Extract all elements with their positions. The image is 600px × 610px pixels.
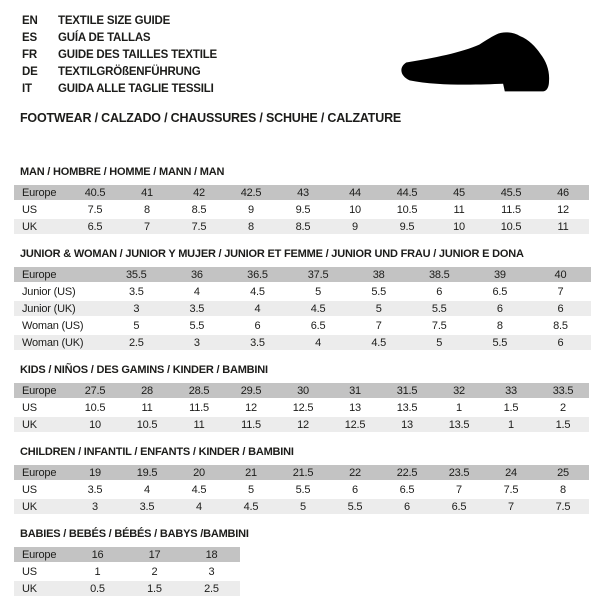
size-cell: 3.5 [69, 482, 121, 497]
size-cell: 9.5 [277, 202, 329, 217]
table-row [14, 202, 589, 217]
size-cell: 40.5 [69, 185, 121, 200]
size-cell: 8 [225, 219, 277, 234]
size-cell: 1.5 [537, 417, 589, 432]
size-cell: 18 [183, 547, 240, 562]
table-row [14, 499, 589, 514]
size-cell: 17 [126, 547, 183, 562]
size-cell: 6 [530, 301, 591, 316]
table-row [14, 417, 589, 432]
size-cell: 46 [537, 185, 589, 200]
size-cell: 33.5 [537, 383, 589, 398]
row-label: Junior (US) [14, 284, 106, 299]
table-row [14, 400, 589, 415]
size-cell: 12 [537, 202, 589, 217]
size-table [14, 463, 589, 516]
shoe-icon-shape [401, 32, 549, 91]
size-section [14, 166, 594, 236]
size-cell: 5.5 [167, 318, 228, 333]
row-label: Woman (US) [14, 318, 106, 333]
size-cell: 4 [227, 301, 288, 316]
row-label: US [14, 202, 69, 217]
size-cell: 3 [106, 301, 167, 316]
table-row [14, 185, 589, 200]
size-cell: 10 [69, 417, 121, 432]
size-table [14, 381, 589, 434]
table-row [14, 335, 591, 350]
size-cell: 11 [537, 219, 589, 234]
size-cell: 31.5 [381, 383, 433, 398]
size-cell: 7 [485, 499, 537, 514]
table-row [14, 564, 240, 579]
size-cell: 9 [329, 219, 381, 234]
section-title: JUNIOR & WOMAN / JUNIOR Y MUJER / JUNIOR ET FEMME / JUNIOR UND FRAU / JUNIOR E DONA [20, 248, 524, 260]
size-cell: 5.5 [470, 335, 531, 350]
row-label: Europe [14, 547, 69, 562]
row-label: Europe [14, 267, 106, 282]
size-cell: 5 [348, 301, 409, 316]
size-cell: 21.5 [277, 465, 329, 480]
size-cell: 25 [537, 465, 589, 480]
section-title: MAN / HOMBRE / HOMME / MANN / MAN [20, 166, 225, 178]
size-section [14, 528, 594, 598]
size-cell: 16 [69, 547, 126, 562]
size-cell: 44 [329, 185, 381, 200]
size-section [14, 248, 594, 352]
size-cell: 1.5 [485, 400, 537, 415]
size-cell: 8.5 [277, 219, 329, 234]
table-row [14, 219, 589, 234]
size-cell: 11 [173, 417, 225, 432]
size-cell: 11.5 [173, 400, 225, 415]
size-cell: 21 [225, 465, 277, 480]
table-row [14, 581, 240, 596]
size-cell: 10 [329, 202, 381, 217]
size-cell: 6 [329, 482, 381, 497]
size-cell: 5.5 [409, 301, 470, 316]
size-cell: 2 [126, 564, 183, 579]
size-cell: 5 [409, 335, 470, 350]
size-table [14, 265, 591, 352]
size-cell: 4 [288, 335, 349, 350]
size-cell: 4.5 [227, 284, 288, 299]
table-row [14, 383, 589, 398]
size-cell: 10.5 [121, 417, 173, 432]
size-cell: 24 [485, 465, 537, 480]
row-label: Europe [14, 383, 69, 398]
size-cell: 19.5 [121, 465, 173, 480]
language-label: GUIDA ALLE TAGLIE TESSILI [58, 83, 214, 95]
size-cell: 1 [69, 564, 126, 579]
size-cell: 6.5 [288, 318, 349, 333]
size-cell: 30 [277, 383, 329, 398]
size-cell: 33 [485, 383, 537, 398]
size-cell: 7 [121, 219, 173, 234]
size-cell: 8 [121, 202, 173, 217]
category-line: FOOTWEAR / CALZADO / CHAUSSURES / SCHUHE / CALZATURE [20, 111, 402, 125]
section-title: KIDS / NIÑOS / DES GAMINS / KINDER / BAMBINI [20, 364, 268, 376]
size-cell: 3.5 [167, 301, 228, 316]
size-cell: 6 [530, 335, 591, 350]
size-cell: 3.5 [227, 335, 288, 350]
size-cell: 31 [329, 383, 381, 398]
size-cell: 22 [329, 465, 381, 480]
language-label: GUIDE DES TAILLES TEXTILE [58, 49, 217, 61]
size-cell: 38 [348, 267, 409, 282]
size-cell: 7.5 [69, 202, 121, 217]
size-cell: 13.5 [433, 417, 485, 432]
size-cell: 2 [537, 400, 589, 415]
language-label: TEXTILE SIZE GUIDE [58, 15, 171, 27]
size-cell: 5.5 [348, 284, 409, 299]
size-cell: 9.5 [381, 219, 433, 234]
size-cell: 44.5 [381, 185, 433, 200]
size-cell: 27.5 [69, 383, 121, 398]
language-row [22, 47, 217, 64]
size-cell: 7.5 [409, 318, 470, 333]
size-cell: 45 [433, 185, 485, 200]
size-cell: 28 [121, 383, 173, 398]
section-title: BABIES / BEBÉS / BÉBÉS / BABYS /BAMBINI [20, 528, 249, 540]
size-cell: 10 [433, 219, 485, 234]
size-cell: 6 [381, 499, 433, 514]
language-code: FR [22, 49, 37, 61]
size-cell: 3 [183, 564, 240, 579]
size-cell: 8 [470, 318, 531, 333]
table-row [14, 318, 591, 333]
row-label: US [14, 400, 69, 415]
row-label: UK [14, 581, 69, 596]
size-cell: 5 [106, 318, 167, 333]
size-cell: 7 [530, 284, 591, 299]
size-cell: 13.5 [381, 400, 433, 415]
size-cell: 36.5 [227, 267, 288, 282]
size-cell: 8.5 [530, 318, 591, 333]
row-label: US [14, 482, 69, 497]
size-cell: 36 [167, 267, 228, 282]
size-cell: 29.5 [225, 383, 277, 398]
size-cell: 13 [381, 417, 433, 432]
row-label: Woman (UK) [14, 335, 106, 350]
size-cell: 10.5 [485, 219, 537, 234]
size-cell: 43 [277, 185, 329, 200]
size-cell: 22.5 [381, 465, 433, 480]
language-row [22, 30, 217, 47]
size-cell: 6 [409, 284, 470, 299]
size-cell: 0.5 [69, 581, 126, 596]
table-row [14, 301, 591, 316]
size-cell: 11 [121, 400, 173, 415]
size-cell: 11 [433, 202, 485, 217]
size-cell: 5 [288, 284, 349, 299]
language-code: EN [22, 15, 38, 27]
size-cell: 7.5 [537, 499, 589, 514]
size-cell: 5 [277, 499, 329, 514]
size-section [14, 364, 594, 434]
row-label: Junior (UK) [14, 301, 106, 316]
size-table [14, 545, 240, 598]
size-cell: 32 [433, 383, 485, 398]
size-cell: 6.5 [69, 219, 121, 234]
table-row [14, 547, 240, 562]
table-row [14, 267, 591, 282]
table-row [14, 482, 589, 497]
size-cell: 10.5 [381, 202, 433, 217]
row-label: Europe [14, 185, 69, 200]
size-cell: 4.5 [225, 499, 277, 514]
language-code: ES [22, 32, 37, 44]
size-cell: 45.5 [485, 185, 537, 200]
row-label: UK [14, 219, 69, 234]
size-cell: 6.5 [433, 499, 485, 514]
size-cell: 7.5 [485, 482, 537, 497]
size-cell: 11.5 [225, 417, 277, 432]
size-cell: 4.5 [288, 301, 349, 316]
size-cell: 8 [537, 482, 589, 497]
size-cell: 4 [167, 284, 228, 299]
size-cell: 41 [121, 185, 173, 200]
size-cell: 23.5 [433, 465, 485, 480]
size-table [14, 183, 589, 236]
size-cell: 6 [470, 301, 531, 316]
size-cell: 35.5 [106, 267, 167, 282]
row-label: US [14, 564, 69, 579]
size-cell: 4 [173, 499, 225, 514]
shoe-icon [387, 20, 575, 105]
size-cell: 28.5 [173, 383, 225, 398]
size-cell: 11.5 [485, 202, 537, 217]
size-cell: 9 [225, 202, 277, 217]
size-cell: 42 [173, 185, 225, 200]
language-row [22, 81, 217, 98]
size-cell: 1 [485, 417, 537, 432]
size-cell: 5 [225, 482, 277, 497]
size-cell: 40 [530, 267, 591, 282]
size-cell: 3.5 [121, 499, 173, 514]
language-code: IT [22, 83, 32, 95]
size-cell: 5.5 [329, 499, 381, 514]
table-row [14, 465, 589, 480]
size-cell: 12 [225, 400, 277, 415]
size-cell: 37.5 [288, 267, 349, 282]
language-label: GUÍA DE TALLAS [58, 32, 151, 44]
row-label: UK [14, 499, 69, 514]
size-cell: 19 [69, 465, 121, 480]
language-label: TEXTILGRÖßENFÜHRUNG [58, 66, 201, 78]
size-cell: 42.5 [225, 185, 277, 200]
size-cell: 5.5 [277, 482, 329, 497]
size-cell: 12.5 [329, 417, 381, 432]
size-cell: 3.5 [106, 284, 167, 299]
size-section [14, 446, 594, 516]
row-label: UK [14, 417, 69, 432]
size-cell: 8.5 [173, 202, 225, 217]
size-cell: 6.5 [470, 284, 531, 299]
size-cell: 7.5 [173, 219, 225, 234]
size-cell: 7 [348, 318, 409, 333]
size-cell: 2.5 [183, 581, 240, 596]
size-cell: 6 [227, 318, 288, 333]
language-code: DE [22, 66, 38, 78]
size-cell: 7 [433, 482, 485, 497]
size-cell: 13 [329, 400, 381, 415]
size-cell: 20 [173, 465, 225, 480]
table-row [14, 284, 591, 299]
size-cell: 12.5 [277, 400, 329, 415]
language-row [22, 64, 217, 81]
size-tables [14, 166, 594, 610]
size-cell: 12 [277, 417, 329, 432]
size-cell: 39 [470, 267, 531, 282]
language-list [22, 13, 217, 98]
size-cell: 4 [121, 482, 173, 497]
size-cell: 10.5 [69, 400, 121, 415]
section-title: CHILDREN / INFANTIL / ENFANTS / KINDER / BAMBINI [20, 446, 294, 458]
size-cell: 3 [167, 335, 228, 350]
size-cell: 3 [69, 499, 121, 514]
size-cell: 4.5 [173, 482, 225, 497]
size-cell: 6.5 [381, 482, 433, 497]
size-cell: 1 [433, 400, 485, 415]
size-cell: 2.5 [106, 335, 167, 350]
row-label: Europe [14, 465, 69, 480]
size-cell: 4.5 [348, 335, 409, 350]
size-cell: 38.5 [409, 267, 470, 282]
size-cell: 1.5 [126, 581, 183, 596]
language-row [22, 13, 217, 30]
